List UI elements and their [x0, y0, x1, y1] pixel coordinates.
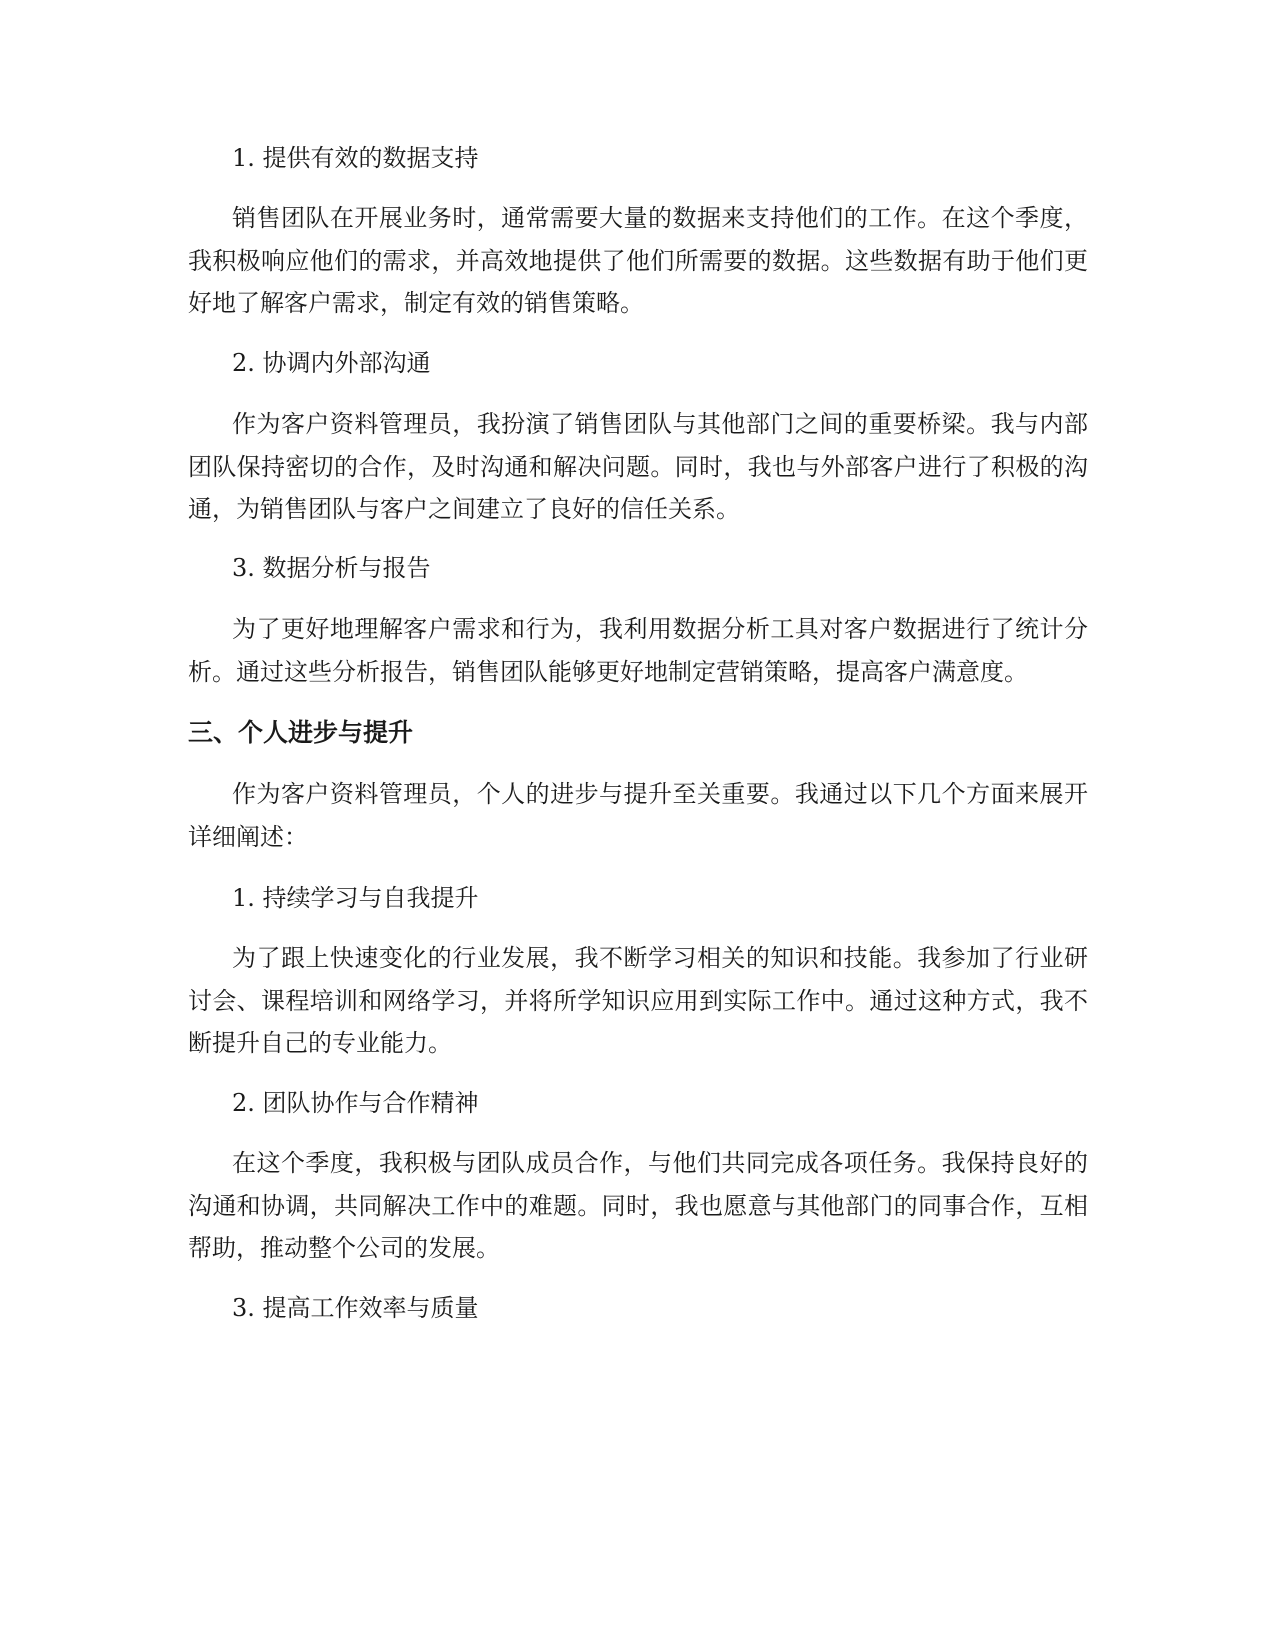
- subheading-efficiency: 3. 提高工作效率与质量: [232, 1294, 479, 1322]
- section-title-personal-growth: 三、个人进步与提升: [188, 718, 414, 747]
- subheading-analysis: 3. 数据分析与报告: [232, 554, 431, 582]
- paragraph-teamwork: 在这个季度，我积极与团队成员合作，与他们共同完成各项任务。我保持良好的沟通和协调，共同解决工作中的难题。同时，我也愿意与其他部门的同事合作，互相帮助，推动整个公司的发展。: [188, 1149, 1088, 1262]
- paragraph-data-support: 销售团队在开展业务时，通常需要大量的数据来支持他们的工作。在这个季度，我积极响应他们的需求，并高效地提供了他们所需要的数据。这些数据有助于他们更好地了解客户需求，制定有效的销售策略。: [188, 204, 1088, 317]
- paragraph-analysis: 为了更好地理解客户需求和行为，我利用数据分析工具对客户数据进行了统计分析。通过这些分析报告，销售团队能够更好地制定营销策略，提高客户满意度。: [188, 615, 1088, 686]
- subheading-learning: 1. 持续学习与自我提升: [232, 884, 479, 912]
- subheading-teamwork: 2. 团队协作与合作精神: [232, 1089, 479, 1117]
- paragraph-learning: 为了跟上快速变化的行业发展，我不断学习相关的知识和技能。我参加了行业研讨会、课程培训和网络学习，并将所学知识应用到实际工作中。通过这种方式，我不断提升自己的专业能力。: [188, 944, 1088, 1057]
- paragraph-communication: 作为客户资料管理员，我扮演了销售团队与其他部门之间的重要桥梁。我与内部团队保持密切的合作，及时沟通和解决问题。同时，我也与外部客户进行了积极的沟通，为销售团队与客户之间建立了良好的信任关系。: [188, 410, 1088, 523]
- subheading-communication: 2. 协调内外部沟通: [232, 349, 431, 377]
- subheading-data-support: 1. 提供有效的数据支持: [232, 144, 479, 172]
- paragraph-section-intro: 作为客户资料管理员，个人的进步与提升至关重要。我通过以下几个方面来展开详细阐述：: [188, 780, 1088, 851]
